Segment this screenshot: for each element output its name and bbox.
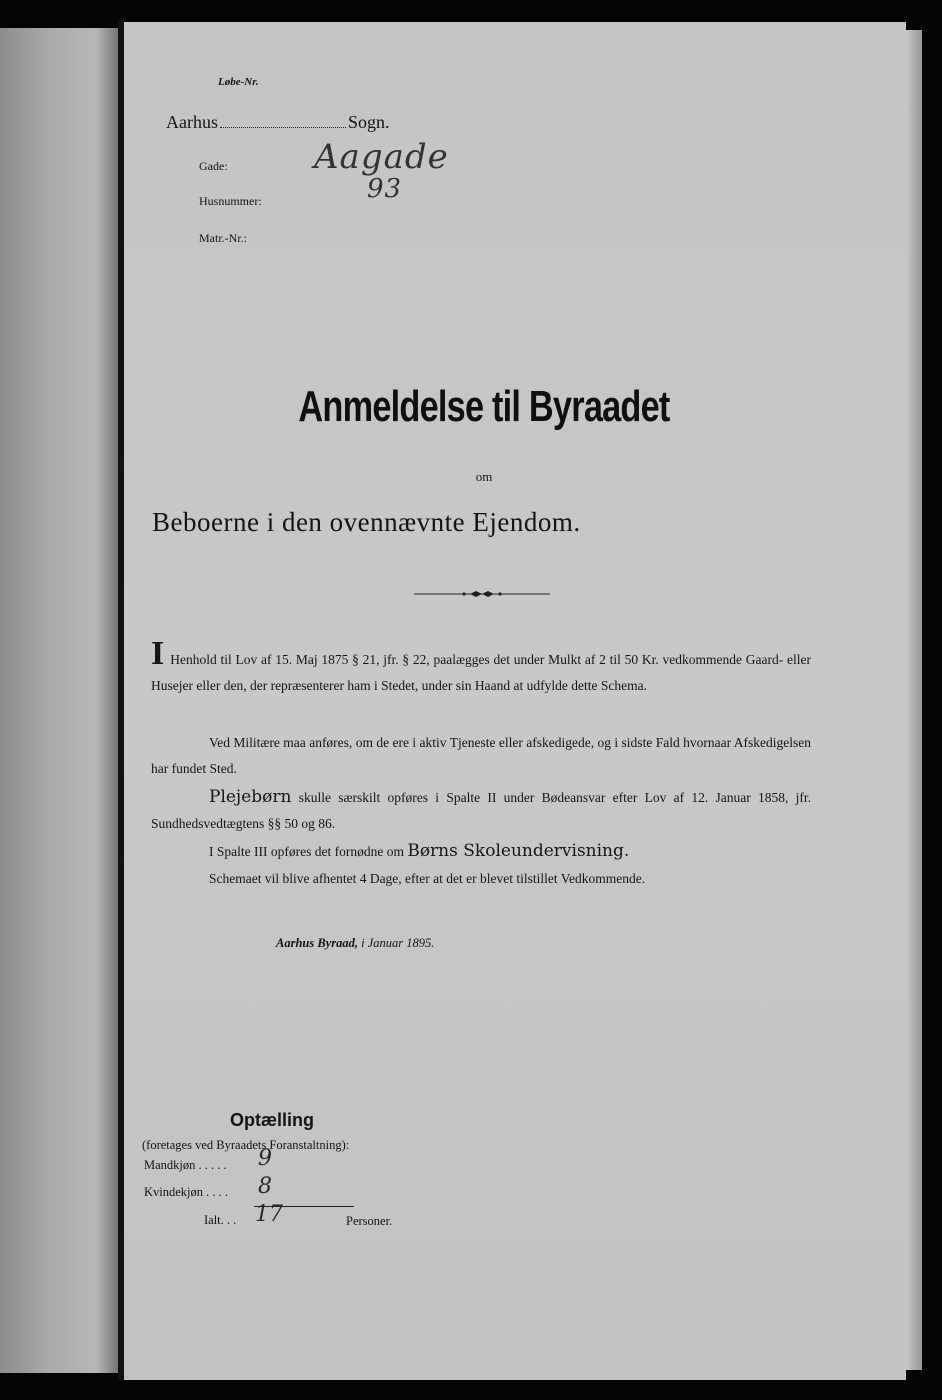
kvindekjon-value: 8 <box>258 1174 272 1199</box>
city-label: Aarhus <box>166 112 218 132</box>
skoleundervisning-lead: Børns Skoleundervisning. <box>407 841 630 861</box>
instruction-paragraph-1 <box>151 635 811 699</box>
document-page <box>124 22 906 1380</box>
ialt-label: Ialt. . . <box>204 1213 237 1227</box>
instruction-paragraph-4 <box>151 838 811 865</box>
sogn-blank <box>220 127 346 128</box>
kvindekjon-label: Kvindekjøn . . . . <box>144 1185 229 1199</box>
gade-value: Aagade <box>314 137 449 177</box>
dropcap: I <box>151 635 165 672</box>
paragraph-3-text: skulle særskilt opføres i Spalte II under Bødeansvar efter Lov af 12. Januar 1858, jfr. Sundhedsvedtægtens §§ 50 og 86. <box>151 790 812 831</box>
facing-page <box>0 28 120 1373</box>
ialt-value: 17 <box>255 1202 283 1227</box>
husnummer-value: 93 <box>367 174 403 204</box>
document-subtitle: Beboerne i den ovennævnte Ejendom. <box>152 507 581 537</box>
ornament-divider-icon <box>414 588 550 600</box>
title-om: om <box>475 469 493 484</box>
sogn-line <box>166 112 390 133</box>
instruction-paragraph-5: Schemaet vil blive afhentet 4 Dage, efter at det er blevet tilstillet Vedkommende. <box>209 871 646 886</box>
optaelling-subtitle: (foretages ved Byraadets Foranstaltning): <box>142 1138 350 1152</box>
optaelling-title: Optælling <box>230 1110 314 1130</box>
document-title: Anmeldelse til Byraadet <box>298 382 670 431</box>
mandkjon-label: Mandkjøn . . . . . <box>144 1158 227 1172</box>
husnummer-label: Husnummer: <box>199 194 262 208</box>
instruction-paragraph-3 <box>151 784 811 837</box>
mandkjon-value: 9 <box>258 1146 272 1171</box>
signature-line <box>276 936 434 951</box>
signature-date: i Januar 1895. <box>361 936 435 950</box>
gade-label: Gade: <box>199 159 228 173</box>
plejeborn-lead: Plejebørn <box>209 787 292 807</box>
matr-label: Matr.-Nr.: <box>199 231 247 245</box>
signature-issuer: Aarhus Byraad, <box>276 936 358 950</box>
loebe-nr-label: Løbe-Nr. <box>218 76 259 88</box>
instruction-paragraph-2: Ved Militære maa anføres, om de ere i aktiv Tjeneste eller afskedigede, og i sidste Fald hvornaar Afskedigelsen har fundet Sted. <box>151 735 811 776</box>
paragraph-4-text: I Spalte III opføres det fornødne om <box>209 844 404 859</box>
sogn-label: Sogn. <box>348 112 390 132</box>
paragraph-1-text: Henhold til Lov af 15. Maj 1875 § 21, jfr. § 22, paalægges det under Mulkt af 2 til 50 Kr. vedkommende Gaard- eller Husejer eller den, der repræsenterer ham i Stedet, under sin Haand at udfylde dette Schema. <box>151 652 811 693</box>
personer-label: Personer. <box>346 1214 393 1228</box>
